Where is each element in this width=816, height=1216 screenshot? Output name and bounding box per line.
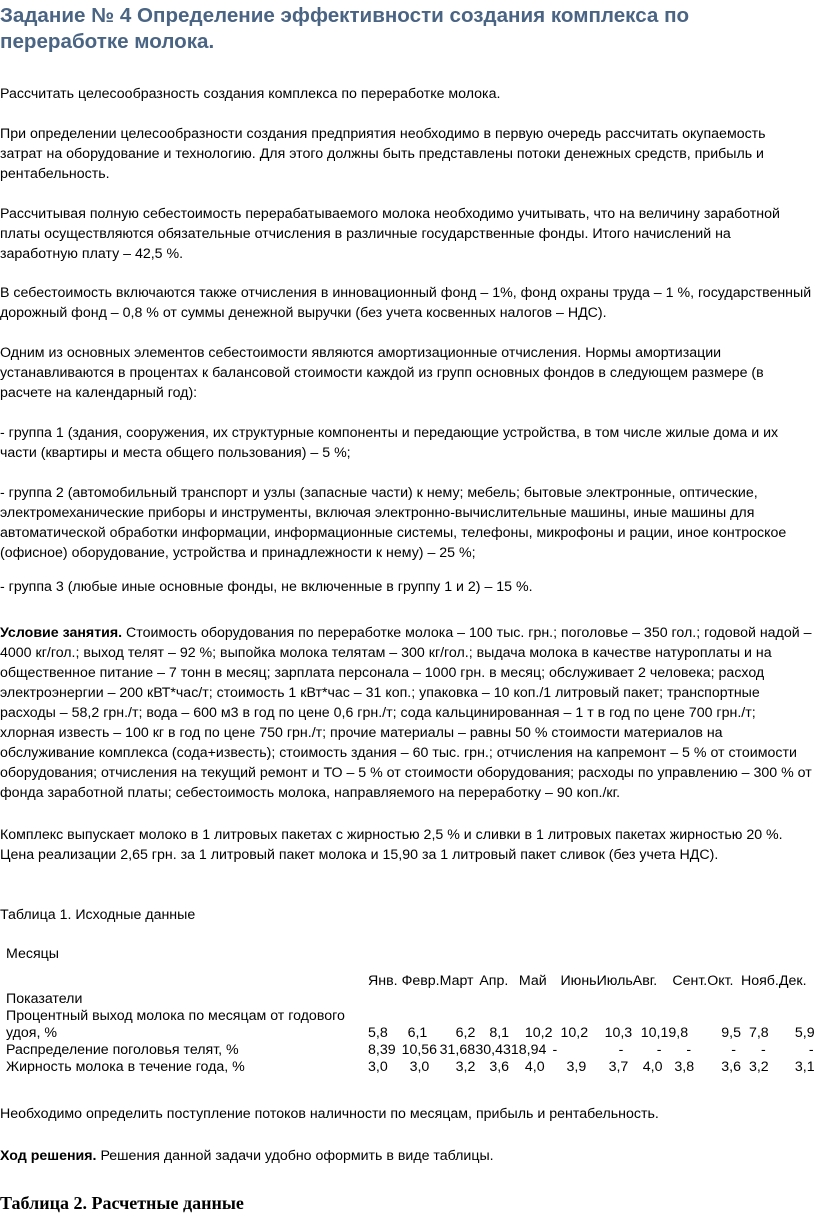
table-cell: - (656, 1042, 662, 1058)
table-cell: 3,9 (566, 1059, 587, 1075)
table-cell: 31,68 (439, 1042, 476, 1058)
table-cell: - (686, 1042, 692, 1058)
table-cell: 30,43 (475, 1042, 511, 1058)
table-cell: 5,8 (368, 1025, 388, 1041)
month-header: Авг. (632, 973, 658, 989)
month-header: Июнь (560, 973, 597, 989)
intro-paragraph: Рассчитать целесообразность создания комплекса по переработке молока. (0, 86, 501, 102)
table-cell: 4,0 (642, 1059, 663, 1075)
table-cell: 18,94 (510, 1042, 547, 1058)
table-cell: 3,1 (794, 1059, 815, 1075)
table-cell: 3,0 (409, 1059, 430, 1075)
table-cell: - (731, 1042, 736, 1058)
table-cell: 8,1 (489, 1025, 510, 1041)
paragraph-output: Комплекс выпускает молоко в 1 литровых пакетах с жирностью 2,5 % и сливки в 1 литровых пакетах жирностью 20 %. Цена реализации 2,65 грн. за 1 литровый пакет молока и 15,90 за 1 литровый пакет сливок (без учета НДС). (0, 827, 783, 863)
table-row (6, 1059, 815, 1076)
table-cell: 4,0 (524, 1059, 545, 1075)
table-cell: 7,8 (748, 1025, 769, 1041)
table-cell: 3,8 (674, 1059, 695, 1075)
table-cell: 10,1 (640, 1025, 669, 1041)
condition-label: Условие занятия. (0, 625, 123, 641)
group-2-item: - группа 2 (автомобильный транспорт и узлы (запасные части) к нему; мебель; бытовые электронные, оптические, электромеханические приборы и инструменты, включая электронно-вычислительные машины, иные машины для автоматической обработки информации, информационные системы, телефоны, микрофоны и рации, иное контроское (офисное) оборудование, устройства и принадлежности к нему) – 25 %; (0, 485, 787, 561)
paragraph-funds: В себестоимость включаются также отчисления в инновационный фонд – 1%, фонд охраны труда – 1 %, государственный дорожный фонд – 0,8 % от суммы денежной выручки (без учета косвенных налогов – НДС). (0, 285, 812, 321)
table-cell: 10,56 (401, 1042, 438, 1058)
table-cell: 3,2 (748, 1059, 769, 1075)
month-header: Нояб. (740, 973, 779, 989)
month-header: Февр. (401, 973, 440, 989)
table-cell: 6,1 (407, 1025, 428, 1041)
table-row (6, 1042, 815, 1059)
table-cell: 9,5 (721, 1025, 741, 1041)
condition-text: Стоимость оборудования по переработке молока – 100 тыс. грн.; поголовье – 350 гол.; годовой надой – 4000 кг/гол.; выход телят – 92 %; выпойка молока телятам – 300 кг/гол.; выдача молока в качестве натуроплаты и на общественное питание – 7 тонн в месяц; зарплата персонала – 1000 грн. в месяц; обслуживает 2 человека; расход электроэнергии – 200 кВТ*час/т; стоимость 1 кВт*час – 31 коп.; упаковка – 10 коп./1 литровый пакет; транспортные расходы – 58,2 грн./т; вода – 600 м3 в год по цене 0,6 грн./т; сода кальцинированная – 1 т в год по цене 700 грн./т; хлорная известь – 100 кг в год по цене 750 грн./т; прочие материалы – равны 50 % стоимости материалов на обслуживание комплекса (сода+известь); стоимость здания – 60 тыс. грн.; отчисления на капремонт – 5 % от стоимости оборудования; отчисления на текущий ремонт и ТО – 5 % от стоимости оборудования; расходы по управлению – 300 % от фонда заработной платы; себестоимость молока, направляемого на переработку – 90 коп./кг. (0, 625, 812, 801)
table-cell: 3,6 (489, 1059, 510, 1075)
table-cell: 6,2 (455, 1025, 476, 1041)
months-label: Месяцы (6, 946, 59, 962)
table-cell: 3,2 (455, 1059, 476, 1075)
group-1-item: - группа 1 (здания, сооружения, их структурные компоненты и передающие устройства, в том числе жилые дома и их части (квартиры и места общего пользования) – 5 %; (0, 425, 779, 461)
table-cell: 8,39 (368, 1042, 396, 1058)
month-header: Июль (596, 973, 633, 989)
month-header: Окт. (707, 973, 734, 989)
month-header: Дек. (778, 973, 807, 989)
month-header: Янв. (368, 973, 398, 989)
paragraph-depreciation: Одним из основных элементов себестоимости являются амортизационные отчисления. Нормы амортизации устанавливаются в процентах к балансовой стоимости каждой из групп основных фондов в следующем размере (в расчете на календарный год): (0, 345, 764, 401)
table-cell: 3,7 (608, 1059, 629, 1075)
table-cell: - (808, 1042, 814, 1058)
table-row (6, 990, 815, 1008)
paragraph-payroll: Рассчитывая полную себестоимость перерабатываемого молока необходимо учитывать, что на величину заработной платы осуществляются обязательные отчисления в различные государственные фонды. Итого начислений на заработную плату – 42,5 %. (0, 206, 780, 262)
table-cell: 9,8 (668, 1025, 689, 1041)
table-header-row (6, 946, 815, 990)
month-header: Сент. (672, 973, 708, 989)
source-data-table (6, 946, 815, 1076)
table-cell: 5,9 (794, 1025, 815, 1041)
table-cell: 3,0 (368, 1059, 388, 1075)
condition-paragraph (0, 623, 812, 803)
row-label: Распределение поголовья телят, % (6, 1042, 239, 1058)
solution-text: Решения данной задачи удобно оформить в виде таблицы. (96, 1148, 494, 1164)
group-3-item: - группа 3 (любые иные основные фонды, не включенные в группу 1 и 2) – 15 %. (0, 579, 533, 595)
table2-title: Таблица 2. Расчетные данные (0, 1193, 244, 1213)
month-header: Март (439, 973, 474, 989)
table-cell: - (618, 1042, 624, 1058)
solution-paragraph (0, 1146, 812, 1166)
paragraph-task: Необходимо определить поступление потоков наличности по месяцам, прибыль и рентабельность. (0, 1106, 659, 1122)
table-cell: 3,6 (721, 1059, 741, 1075)
row-label: Процентный выход молока по месяцам от годового удоя, % (6, 1008, 345, 1041)
month-header: Май (518, 973, 547, 989)
table-cell: 10,3 (604, 1025, 633, 1041)
table1-caption: Таблица 1. Исходные данные (0, 907, 196, 923)
month-header: Апр. (479, 973, 509, 989)
table-cell: - (760, 1042, 766, 1058)
table-row (6, 1008, 815, 1042)
indicators-label: Показатели (6, 991, 83, 1007)
table-cell: - (552, 1042, 558, 1058)
solution-label: Ход решения. (0, 1148, 97, 1164)
row-label: Жирность молока в течение года, % (6, 1059, 245, 1075)
paragraph-feasibility: При определении целесообразности создания предприятия необходимо в первую очередь рассчитать окупаемость затрат на оборудование и технологию. Для этого должны быть представлены потоки денежных средств, прибыль и рентабельность. (0, 126, 766, 182)
page-title: Задание № 4 Определение эффективности создания комплекса по переработке молока. (0, 4, 690, 53)
table-cell: 10,2 (524, 1025, 553, 1041)
table-cell: 10,2 (560, 1025, 589, 1041)
